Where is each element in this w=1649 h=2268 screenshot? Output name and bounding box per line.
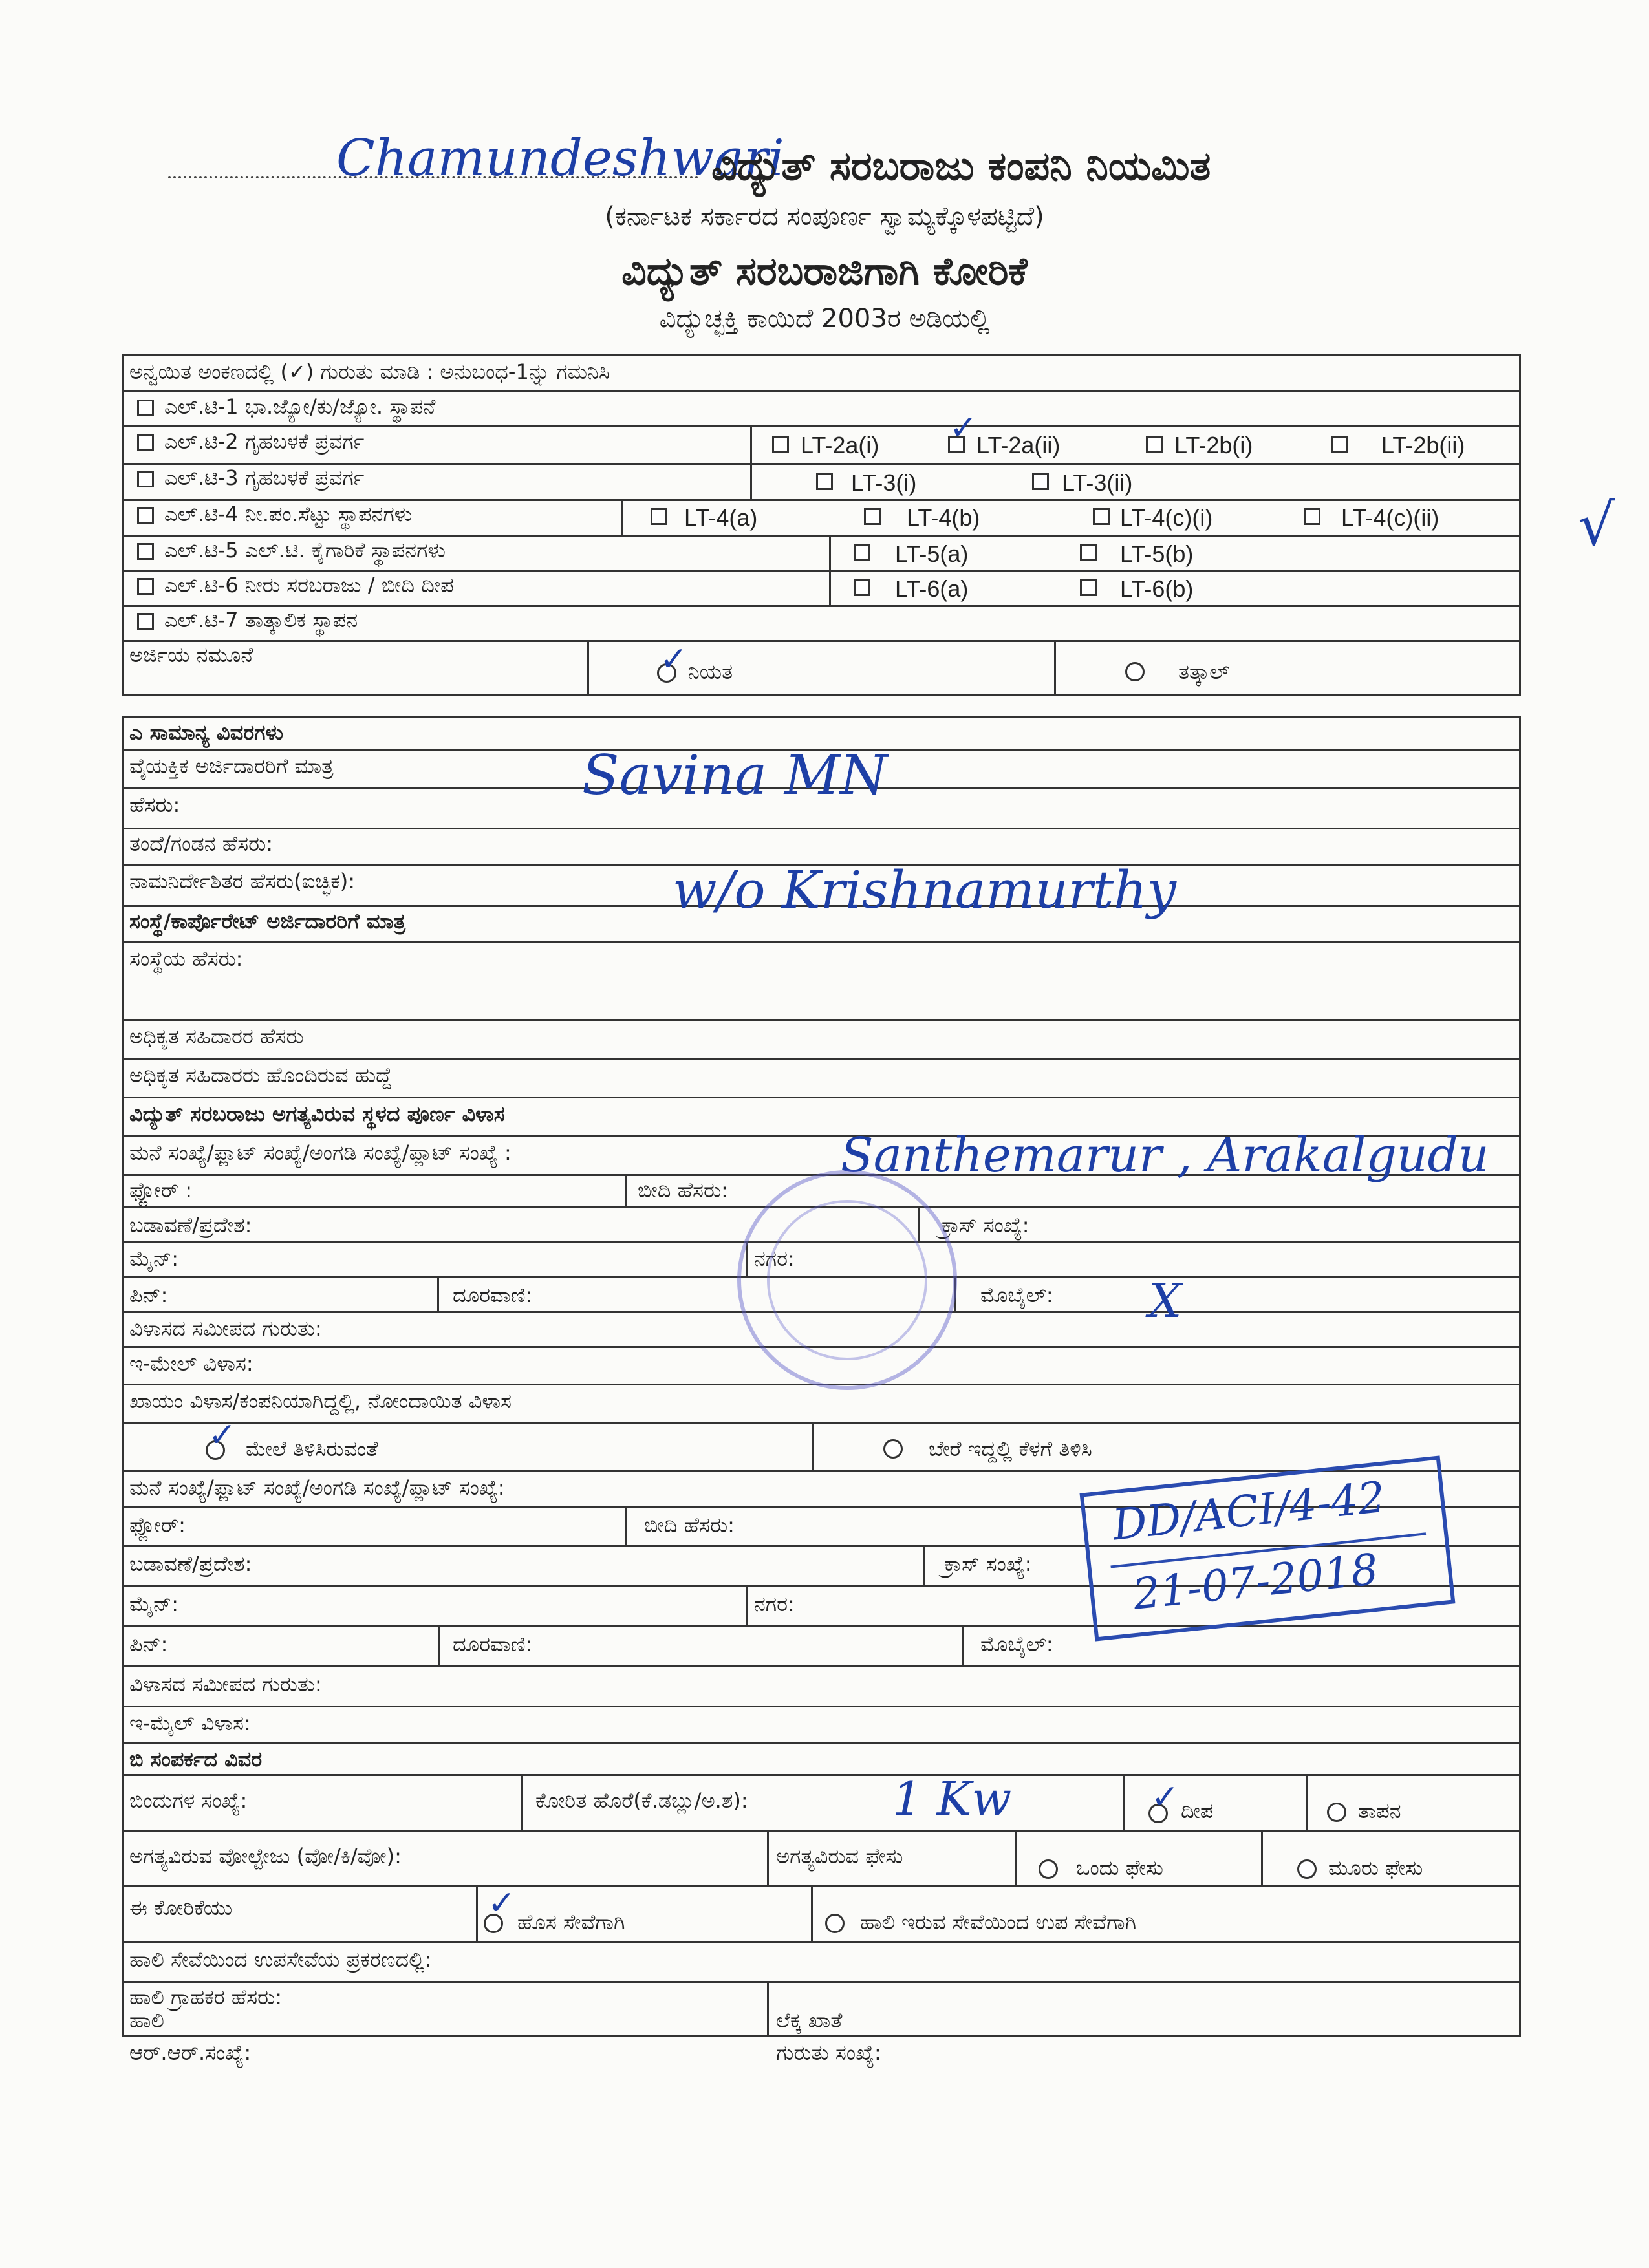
application-title: ವಿದ್ಯುತ್ ಸರಬರಾಜಿಗಾಗಿ ಕೋರಿಕೆ [621,249,1028,294]
individual-label: ವೈಯಕ್ತಿಕ ಅರ್ಜಿದಾರರಿಗೆ ಮಾತ್ರ [129,754,334,778]
heating-label: ತಾಪನ [1358,1799,1401,1823]
lt6a-checkbox[interactable] [854,579,870,596]
light-label: ದೀಪ [1181,1799,1214,1823]
landmark-label: ವಿಳಾಸದ ಸಮೀಪದ ಗುರುತು: [129,1316,322,1341]
voltage-label: ಅಗತ್ಯವಿರುವ ವೋಲ್ಟೇಜು (ವೋ/ಕಿ/ವೋ): [129,1844,402,1868]
mobile-value[interactable]: X [1148,1274,1182,1328]
lt4-checkbox[interactable] [137,507,154,524]
lt6b-label: LT-6(b) [1120,575,1194,602]
request-label: ಈ ಕೋರಿಕೆಯು [129,1896,233,1920]
load-value[interactable]: 1 Kw [892,1771,1012,1826]
lt5b-label: LT-5(b) [1120,540,1194,567]
lt2bii-label: LT-2b(ii) [1381,432,1465,458]
consumer-name-label: ಹಾಲಿ ಗ್ರಾಹಕರ ಹೆಸರು: [129,1985,283,2009]
city2-label: ನಗರ: [754,1592,795,1616]
lt2ai-label: LT-2a(i) [801,432,879,458]
lt4a-label: LT-4(a) [684,504,758,531]
connection-section-title: ಬಿ ಸಂಪರ್ಕದ ವಿವರ [129,1747,263,1771]
single-phase-radio[interactable] [1039,1859,1058,1879]
lt6a-label: LT-6(a) [895,575,969,602]
points-label: ಬಿಂದುಗಳ ಸಂಖ್ಯೆ: [129,1788,248,1813]
sub-service-label: ಹಾಲಿ ಇರುವ ಸೇವೆಯಿಂದ ಉಪ ಸೇವೆಗಾಗಿ [860,1910,1137,1934]
lt4ci-checkbox[interactable] [1093,508,1110,525]
three-phase-radio[interactable] [1297,1859,1317,1879]
pin2-label: ಪಿನ್: [129,1632,168,1656]
lt1-checkbox[interactable] [137,400,154,416]
house-no-label: ಮನೆ ಸಂಖ್ಯೆ/ಫ್ಲಾಟ್ ಸಂಖ್ಯೆ/ಅಂಗಡಿ ಸಂಖ್ಯೆ/ಪ್ಲಾಟ್ ಸಂಖ್ಯೆ : [129,1140,512,1165]
street-label: ಬೀದಿ ಹೆಸರು: [638,1178,728,1203]
account-label-1: ಲೆಕ್ಕ ಖಾತೆ [776,2008,843,2033]
lt2aii-label: LT-2a(ii) [976,432,1061,458]
lt5-checkbox[interactable] [137,543,154,560]
lt7-checkbox[interactable] [137,613,154,630]
name-value[interactable]: Savina MN [582,744,888,807]
same-as-above-tick: ✓ [208,1416,237,1455]
email2-label: ಇ-ಮೈಲ್ ವಿಳಾಸ: [129,1711,251,1735]
lt4cii-label: LT-4(c)(ii) [1341,504,1439,531]
lt4b-checkbox[interactable] [864,508,881,525]
lt3-checkbox[interactable] [137,471,154,487]
act-line: ವಿದ್ಯುಚ್ಛಕ್ತಿ ಕಾಯಿದೆ 2003ರ ಅಡಿಯಲ್ಲಿ [659,304,990,334]
lt4b-label: LT-4(b) [907,504,980,531]
category-instruction: ಅನ್ವಯಿತ ಅಂಕಣದಲ್ಲಿ (✓) ಗುರುತು ಮಾಡಿ : ಅನುಬಂಧ-1ನ್ನು ಗಮನಿಸಿ [129,359,610,384]
sub-service-radio[interactable] [825,1914,845,1933]
app-type-tatkal-radio[interactable] [1125,662,1145,681]
lt3ii-checkbox[interactable] [1032,473,1049,490]
lt5a-label: LT-5(a) [895,540,969,567]
lt5a-checkbox[interactable] [854,544,870,561]
rr-label-1: ಹಾಲಿ [129,2008,164,2033]
new-service-label: ಹೊಸ ಸೇವೆಗಾಗಿ [517,1910,625,1934]
lt5-label: ಎಲ್.ಟಿ-5 ಎಲ್.ಟಿ. ಕೈಗಾರಿಕೆ ಸ್ಥಾಪನಗಳು [164,538,446,562]
name-label: ಹೆಸರು: [129,793,180,817]
father-value[interactable]: w/o Krishnamurthy [673,860,1176,920]
locality-label: ಬಡಾವಣೆ/ಪ್ರದೇಶ: [129,1213,252,1237]
app-type-label: ಅರ್ಜಿಯ ನಮೂನೆ [129,643,253,667]
subtitle: (ಕರ್ನಾಟಕ ಸರ್ಕಾರದ ಸಂಪೂರ್ಣ ಸ್ವಾಮ್ಯಕ್ಕೊಳಪಟ್ಟಿದೆ) [605,202,1044,231]
company-name: ವಿದ್ಯುತ್ ಸರಬರಾಜು ಕಂಪನಿ ನಿಯಮಿತ [711,142,1211,189]
city-label: ನಗರ: [754,1246,795,1271]
lt3-label: ಎಲ್.ಟಿ-3 ಗೃಹಬಳಕೆ ಪ್ರವರ್ಗ [164,465,365,490]
light-tick: ✓ [1151,1778,1180,1817]
pin-label: ಪಿನ್: [129,1283,168,1307]
lt3ii-label: LT-3(ii) [1062,469,1133,496]
lt3i-checkbox[interactable] [816,473,833,490]
cross-label: ಕ್ರಾಸ್ ಸಂಖ್ಯೆ: [942,1213,1029,1237]
mobile2-label: ಮೊಬೈಲ್: [980,1632,1053,1656]
mobile-label: ಮೊಬೈಲ್: [980,1283,1053,1307]
lt1-label: ಎಲ್.ಟಿ-1 ಭಾ.ಜ್ಯೋ/ಕು/ಜ್ಯೋ. ಸ್ಥಾಪನೆ [164,394,436,419]
lt4-label: ಎಲ್.ಟಿ-4 ನೀ.ಪಂ.ಸೆಟ್ಟು ಸ್ಥಾಪನಗಳು [164,502,413,526]
new-service-tick: ✓ [488,1884,516,1923]
single-phase-label: ಒಂದು ಫೇಸು [1076,1856,1163,1880]
heating-radio[interactable] [1327,1803,1346,1822]
house-no2-label: ಮನೆ ಸಂಖ್ಯೆ/ಫ್ಲಾಟ್ ಸಂಖ್ಯೆ/ಅಂಗಡಿ ಸಂಖ್ಯೆ/ಪ್ಲಾಟ್ ಸಂಖ್ಯೆ: [129,1475,505,1500]
office-stamp [737,1170,957,1390]
lt2bi-label: LT-2b(i) [1174,432,1253,458]
house-no-value[interactable]: Santhemarur , Arakalgudu [841,1128,1489,1183]
lt5b-checkbox[interactable] [1080,544,1097,561]
lt6-checkbox[interactable] [137,578,154,595]
lt2bi-checkbox[interactable] [1146,436,1163,453]
app-type-regular-tick: ✓ [660,640,688,679]
main2-label: ಮೈನ್: [129,1592,179,1616]
auth-designation-label: ಅಧಿಕೃತ ಸಹಿದಾರರು ಹೊಂದಿರುವ ಹುದ್ದೆ [129,1063,392,1087]
lt2ai-checkbox[interactable] [772,436,789,453]
load-label: ಕೋರಿತ ಹೊರೆ(ಕೆ.ಡಬ್ಲು/ಅ.ಶ): [535,1788,748,1813]
company-handwritten: Chamundeshwari [336,129,784,187]
app-type-tatkal-label: ತತ್ಕಾಲ್ [1178,659,1230,684]
nominee-label: ನಾಮನಿರ್ದೇಶಿತರ ಹೆಸರು(ಐಚ್ಛಿಕ): [129,869,356,893]
rr-label-2: ಆರ್.ಆರ್.ಸಂಖ್ಯೆ: [129,2040,252,2065]
perm-address-label: ಖಾಯಂ ವಿಳಾಸ/ಕಂಪನಿಯಾಗಿದ್ದಲ್ಲಿ, ನೋಂದಾಯಿತ ವಿಳಾಸ [129,1389,512,1413]
inward-date: 21-07-2018 [1130,1544,1381,1620]
lt4a-checkbox[interactable] [651,508,667,525]
lt2-checkbox[interactable] [137,434,154,451]
same-as-above-label: ಮೇಲೆ ತಿಳಿಸಿರುವಂತೆ [246,1437,378,1461]
lt7-label: ಎಲ್.ಟಿ-7 ತಾತ್ಕಾಲಿಕ ಸ್ಥಾಪನ [164,608,358,632]
lt6-label: ಎಲ್.ಟಿ-6 ನೀರು ಸರಬರಾಜು / ಬೀದಿ ದೀಪ [164,573,454,597]
corporate-label: ಸಂಸ್ಥೆ/ಕಾರ್ಪೊರೇಟ್ ಅರ್ಜಿದಾರರಿಗೆ ಮಾತ್ರ [129,909,405,934]
auth-signatory-label: ಅಧಿಕೃತ ಸಹಿದಾರರ ಹೆಸರು [129,1024,304,1049]
email-label: ಇ-ಮೇಲ್ ವಿಳಾಸ: [129,1351,253,1376]
supply-address-label: ವಿದ್ಯುತ್ ಸರಬರಾಜು ಅಗತ್ಯವಿರುವ ಸ್ಥಳದ ಪೂರ್ಣ ವಿಳಾಸ [129,1102,505,1126]
phone-label: ದೂರವಾಣಿ: [453,1283,533,1307]
margin-mark: √ [1578,491,1615,559]
three-phase-label: ಮೂರು ಫೇಸು [1328,1856,1423,1880]
inward-number: DD/ACI/4-42 [1110,1471,1388,1550]
other-address-radio[interactable] [883,1439,903,1459]
account-label-2: ಗುರುತು ಸಂಖ್ಯೆ: [776,2040,881,2065]
father-label: ತಂದೆ/ಗಂಡನ ಹೆಸರು: [129,831,274,856]
lt2-label: ಎಲ್.ಟಿ-2 ಗೃಹಬಳಕೆ ಪ್ರವರ್ಗ [164,429,365,454]
cross2-label: ಕ್ರಾಸ್ ಸಂಖ್ಯೆ: [944,1552,1032,1576]
street2-label: ಬೀದಿ ಹೆಸರು: [644,1513,735,1537]
floor-label: ಫ್ಲೋರ್ : [129,1178,193,1203]
lt2aii-tick: ✓ [949,409,978,447]
main-label: ಮೈನ್: [129,1246,179,1271]
landmark2-label: ವಿಳಾಸದ ಸಮೀಪದ ಗುರುತು: [129,1672,322,1696]
general-section-title: ಎ ಸಾಮಾನ್ಯ ವಿವರಗಳು [129,720,284,745]
lt4cii-checkbox[interactable] [1304,508,1320,525]
phone2-label: ದೂರವಾಣಿ: [453,1632,533,1656]
lt3i-label: LT-3(i) [851,469,917,496]
org-name-label: ಸಂಸ್ಥೆಯ ಹೆಸರು: [129,947,243,971]
lt6b-checkbox[interactable] [1080,579,1097,596]
other-address-label: ಬೇರೆ ಇದ್ದಲ್ಲಿ ಕೆಳಗೆ ತಿಳಿಸಿ [929,1437,1092,1461]
company-dotted-line [168,176,698,178]
phase-label: ಅಗತ್ಯವಿರುವ ಫೇಸು [776,1844,903,1868]
app-type-regular-label: ನಿಯತ [688,659,733,684]
existing-case-label: ಹಾಲಿ ಸೇವೆಯಿಂದ ಉಪಸೇವೆಯ ಪ್ರಕರಣದಲ್ಲಿ: [129,1947,432,1972]
locality2-label: ಬಡಾವಣೆ/ಪ್ರದೇಶ: [129,1552,252,1576]
floor2-label: ಫ್ಲೋರ್: [129,1513,186,1537]
lt4ci-label: LT-4(c)(i) [1120,504,1213,531]
lt2bii-checkbox[interactable] [1331,436,1348,453]
inward-stamp [1080,1455,1456,1641]
